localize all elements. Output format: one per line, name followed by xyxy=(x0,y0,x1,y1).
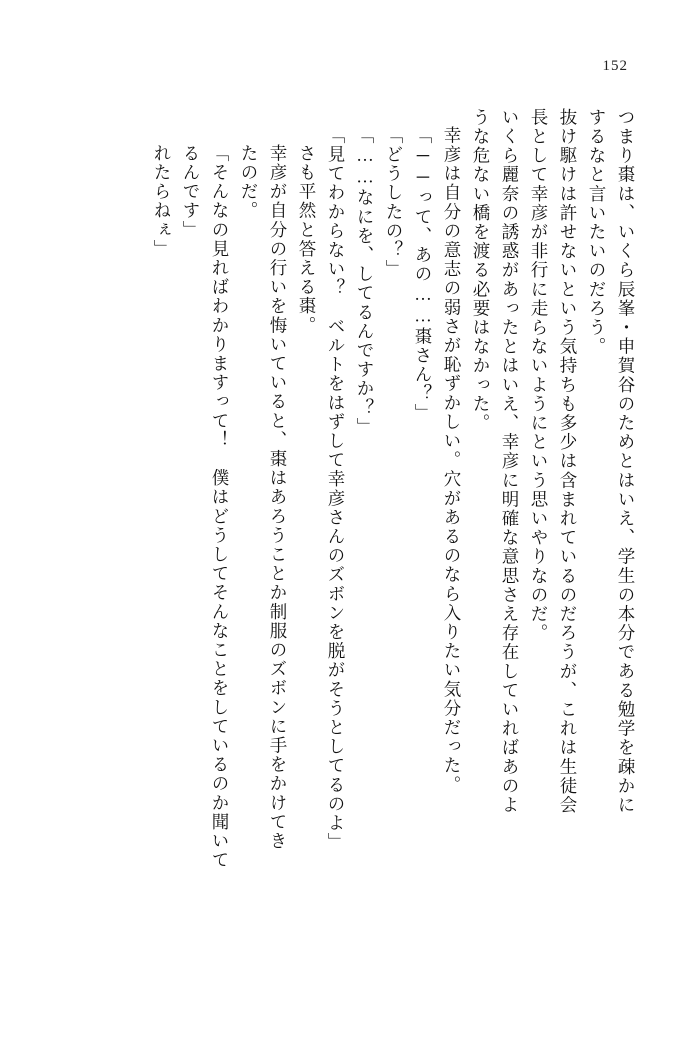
text-column: いくら麗奈の誘惑があったとはいえ、幸彦に明確な意思さえ存在していればあのよ xyxy=(500,108,520,815)
text-column: 「……なにを、してるんですか？」 xyxy=(355,126,375,437)
text-column: つまり棗は、いくら辰峯・申賀谷のためとはいえ、学生の本分である勉学を疎かに xyxy=(616,108,636,815)
text-column: るんです」 xyxy=(181,144,201,240)
text-column: うな危ない橋を渡る必要はなかった。 xyxy=(471,108,491,433)
text-column: 「見てわからない？ ベルトをはずして幸彦さんのズボンを脱がそうとしてるのよ」 xyxy=(326,126,346,852)
text-column: れたらねぇ」 xyxy=(152,144,172,259)
vertical-body-text xyxy=(66,108,634,992)
text-column: 「そんなの見ればわかりますって！ 僕はどうしてそんなことをしているのか聞いて xyxy=(210,144,230,870)
text-column: たのだ。 xyxy=(239,144,259,221)
text-column: 「──って、あの……棗さん？」 xyxy=(413,126,433,423)
text-column: するなと言いたいのだろう。 xyxy=(587,108,607,357)
text-column: 長として幸彦が非行に走らないようにという思いやりなのだ。 xyxy=(529,108,549,643)
text-column: 抜け駆けは許せないという気持ちも多少は含まれているのだろうが、これは生徒会 xyxy=(558,108,578,815)
text-column: 「どうしたの？」 xyxy=(384,126,404,279)
text-column: 幸彦が自分の行いを悔いていると、棗はあろうことか制服のズボンに手をかけてき xyxy=(268,144,288,851)
page-number: 152 xyxy=(602,58,628,74)
text-column: さも平然と答える棗。 xyxy=(297,144,317,335)
text-column: 幸彦は自分の意志の弱さが恥ずかしい。穴があるのなら入りたい気分だった。 xyxy=(442,126,462,795)
